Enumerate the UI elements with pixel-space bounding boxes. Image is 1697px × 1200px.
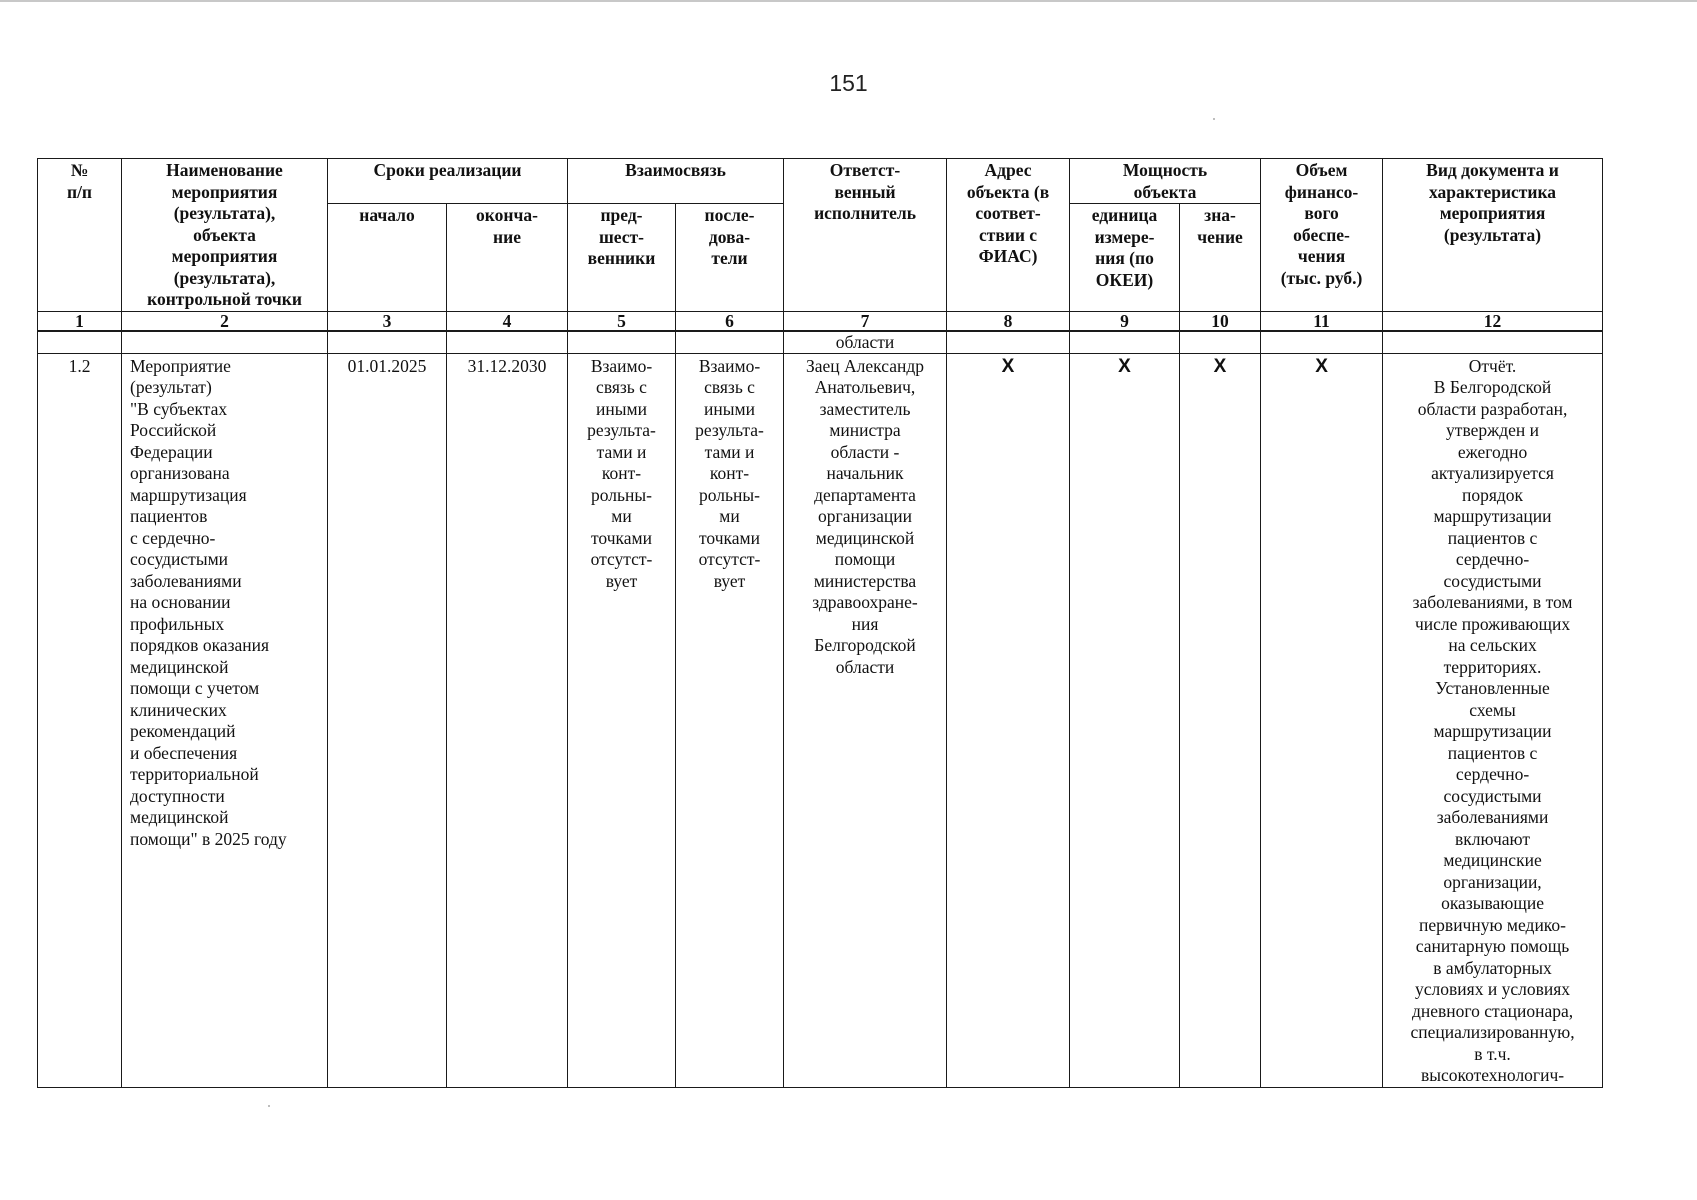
table-row xyxy=(38,353,1603,1087)
cont-cell xyxy=(676,331,784,353)
text-line: ми xyxy=(719,506,740,526)
text-line: объекта (в xyxy=(966,181,1050,202)
row-address xyxy=(947,353,1070,1087)
text-line: обеспе- xyxy=(1293,224,1350,245)
header-doc-type xyxy=(1383,159,1603,312)
text-line: ния xyxy=(851,613,879,634)
text-line: Отчёт. xyxy=(1468,355,1517,376)
text-line: ФИАС) xyxy=(978,246,1038,266)
text-line: тели xyxy=(711,248,748,269)
text-line: заместитель xyxy=(819,398,911,419)
text-line: медицинские xyxy=(1443,850,1542,870)
text-line: высокотехнологич- xyxy=(1420,1065,1565,1085)
text-line: измере- xyxy=(1094,226,1155,247)
text-line: финансо- xyxy=(1284,181,1359,202)
text-line: Адрес xyxy=(984,160,1032,180)
text-line: территориях. xyxy=(1443,656,1542,677)
text-line: сердечно- xyxy=(1455,764,1530,784)
text-line: (результата), xyxy=(173,267,276,288)
text-line: пациентов с xyxy=(1447,742,1538,763)
text-line: в т.ч. xyxy=(1474,1043,1511,1064)
text-line: № xyxy=(70,160,89,180)
activity-plan-table xyxy=(37,158,1603,1088)
text-line: начальник xyxy=(826,463,904,483)
column-number: 10 xyxy=(1180,311,1261,331)
text-line: организации, xyxy=(1443,871,1542,892)
text-line: Установленные xyxy=(1435,678,1550,698)
cont-cell xyxy=(947,331,1070,353)
header-predecessors xyxy=(568,204,676,311)
text-line: Анатольевич, xyxy=(814,377,916,397)
text-line: объекта xyxy=(193,224,256,245)
cont-cell xyxy=(1261,331,1383,353)
text-line: Белгородской xyxy=(814,635,916,655)
text-line: Взаимо- xyxy=(590,355,653,376)
text-line: с сердечно- xyxy=(130,527,216,548)
text-line: числе проживающих xyxy=(1414,613,1571,634)
text-line: (тыс. руб.) xyxy=(1280,267,1363,288)
text-line: пред- xyxy=(600,205,643,226)
text-line: медицинской xyxy=(130,656,229,677)
text-line: чение xyxy=(1197,226,1243,247)
row-doc-description xyxy=(1383,353,1603,1087)
text-line: мероприятия xyxy=(1439,203,1546,223)
header-unit xyxy=(1070,204,1180,311)
text-line: территориальной xyxy=(130,764,259,784)
text-line: дневного стационара, xyxy=(1411,1000,1574,1021)
column-number: 6 xyxy=(676,311,784,331)
text-line: оказывающие xyxy=(1441,893,1544,913)
text-line: "В субъектах xyxy=(130,398,228,419)
header-date-end xyxy=(447,204,568,311)
text-line: вует xyxy=(605,570,638,591)
text-line: клинических xyxy=(130,699,227,720)
text-line: санитарную помощь xyxy=(1415,936,1570,956)
text-line: заболеваниями xyxy=(1436,807,1549,827)
text-line: связь с xyxy=(704,377,755,397)
text-line: маршрутизации xyxy=(1433,721,1552,741)
header-address xyxy=(947,159,1070,312)
text-line: точками xyxy=(591,527,652,548)
text-line: области xyxy=(835,656,895,677)
text-line: министерства xyxy=(813,570,917,591)
text-line: венники xyxy=(587,248,656,269)
x-mark: Х xyxy=(1001,355,1015,377)
text-line: дова- xyxy=(708,226,751,247)
text-line: связь с xyxy=(596,377,647,397)
text-line: сосудистыми xyxy=(130,549,229,569)
text-line: медицинской xyxy=(130,807,229,827)
column-number: 9 xyxy=(1070,311,1180,331)
header-activity-name xyxy=(122,159,328,312)
text-line: Российской xyxy=(130,420,217,440)
cont-cell xyxy=(1070,331,1180,353)
row-predecessors xyxy=(568,353,676,1087)
row-date-start: 01.01.2025 xyxy=(328,353,447,1087)
text-line: помощи xyxy=(834,549,896,569)
text-line: порядков оказания xyxy=(130,635,270,655)
header-capacity-group xyxy=(1070,159,1261,204)
row-successors xyxy=(676,353,784,1087)
header-links-group: Взаимосвязь xyxy=(568,159,784,204)
text-line: Федерации xyxy=(130,441,213,462)
row-funding xyxy=(1261,353,1383,1087)
text-line: отсутст- xyxy=(698,549,761,569)
x-mark: Х xyxy=(1118,355,1131,377)
text-line: первичную медико- xyxy=(1419,914,1566,935)
page-number: 151 xyxy=(829,70,868,96)
text-line: вого xyxy=(1304,203,1339,223)
text-line: условиях и условиях xyxy=(1415,979,1571,999)
text-line: сосудистыми xyxy=(1443,785,1542,806)
text-line: специализированную, xyxy=(1410,1022,1575,1042)
column-number: 4 xyxy=(447,311,568,331)
column-number: 7 xyxy=(784,311,947,331)
text-line: после- xyxy=(704,205,755,226)
row-responsible xyxy=(784,353,947,1087)
text-line: чения xyxy=(1297,246,1346,266)
text-line: (результата), xyxy=(173,203,276,223)
text-line: шест- xyxy=(599,226,644,247)
continuation-row xyxy=(38,331,1603,353)
text-line: зна- xyxy=(1204,205,1236,226)
text-line: здравоохране- xyxy=(812,592,918,612)
text-line: Взаимо- xyxy=(698,355,761,376)
row-unit xyxy=(1070,353,1180,1087)
text-line: конт- xyxy=(709,463,750,483)
cont-cell xyxy=(1180,331,1261,353)
row-date-end: 31.12.2030 xyxy=(447,353,568,1087)
scan-top-edge xyxy=(0,0,1697,2)
text-line: Ответст- xyxy=(829,160,901,180)
header-date-start: начало xyxy=(328,204,447,311)
text-line: тами и xyxy=(596,441,647,462)
column-number-row xyxy=(38,311,1603,331)
column-number: 1 xyxy=(38,311,122,331)
text-line: Объем xyxy=(1295,160,1348,180)
text-line: объекта xyxy=(1133,181,1197,202)
text-line: сердечно- xyxy=(1455,549,1530,569)
text-line: ми xyxy=(611,506,632,526)
text-line: конт- xyxy=(601,463,642,483)
cont-cell xyxy=(1383,331,1603,353)
text-line: тами и xyxy=(704,441,755,462)
text-line: области разработан, xyxy=(1417,398,1568,419)
text-line: организации xyxy=(818,506,912,526)
text-line: контрольной точки xyxy=(147,289,302,309)
text-line: сосудистыми xyxy=(1443,570,1542,591)
text-line: точками xyxy=(699,527,760,548)
cont-cell xyxy=(568,331,676,353)
cont-responsible: области xyxy=(784,331,947,353)
text-line: профильных xyxy=(130,613,225,634)
text-line: п/п xyxy=(66,181,93,202)
row-value xyxy=(1180,353,1261,1087)
text-line: вует xyxy=(713,570,746,591)
text-line: результа- xyxy=(587,420,656,440)
text-line: порядок xyxy=(1461,484,1524,505)
text-line: В Белгородской xyxy=(1433,377,1552,397)
text-line: Мощность xyxy=(1122,160,1208,180)
text-line: заболеваниями xyxy=(130,570,242,591)
text-line: венный xyxy=(834,181,896,202)
text-line: Наименование xyxy=(166,160,283,180)
text-line: маршрутизация xyxy=(130,484,247,505)
cont-cell xyxy=(38,331,122,353)
header-funding xyxy=(1261,159,1383,312)
scan-speck xyxy=(1213,118,1215,120)
row-activity-name xyxy=(122,353,328,1087)
text-line: департамента xyxy=(814,484,916,505)
header-dates-group: Сроки реализации xyxy=(328,159,568,204)
text-line: результа- xyxy=(695,420,764,440)
column-number: 5 xyxy=(568,311,676,331)
text-line: (результат) xyxy=(130,377,212,397)
text-line: области - xyxy=(830,441,900,462)
column-number: 12 xyxy=(1383,311,1603,331)
text-line: на основании xyxy=(130,592,231,612)
column-number: 11 xyxy=(1261,311,1383,331)
x-mark: Х xyxy=(1213,355,1227,377)
text-line: доступности xyxy=(130,785,225,806)
text-line: единица xyxy=(1091,205,1158,226)
text-line: ние xyxy=(493,226,521,247)
text-line: Мероприятие xyxy=(130,355,231,376)
text-line: отсутст- xyxy=(590,549,653,569)
text-line: рольны- xyxy=(699,484,760,505)
text-line: утвержден и xyxy=(1446,420,1539,440)
text-line: характеристика xyxy=(1429,181,1557,202)
header-value xyxy=(1180,204,1261,311)
text-line: включают xyxy=(1455,828,1531,849)
text-line: помощи" в 2025 году xyxy=(130,828,287,849)
header-successors xyxy=(676,204,784,311)
column-number: 3 xyxy=(328,311,447,331)
header-responsible xyxy=(784,159,947,312)
x-mark: Х xyxy=(1315,355,1328,377)
text-line: актуализируется xyxy=(1431,463,1554,483)
cont-cell xyxy=(122,331,328,353)
scan-speck xyxy=(268,1105,270,1107)
text-line: маршрутизации xyxy=(1433,506,1552,526)
text-line: медицинской xyxy=(815,527,915,548)
text-line: рольны- xyxy=(591,484,652,505)
cont-cell xyxy=(328,331,447,353)
text-line: оконча- xyxy=(476,205,538,226)
header-number xyxy=(38,159,122,312)
cont-cell xyxy=(447,331,568,353)
text-line: помощи с учетом xyxy=(130,678,260,698)
text-line: соответ- xyxy=(975,203,1041,223)
text-line: на сельских xyxy=(1448,635,1537,655)
text-line: исполнитель xyxy=(814,203,916,223)
text-line: в амбулаторных xyxy=(1433,957,1552,978)
text-line: ствии с xyxy=(978,224,1038,245)
text-line: рекомендаций xyxy=(130,721,236,741)
text-line: иными xyxy=(704,398,755,419)
text-line: Заец Александр xyxy=(806,355,925,376)
text-line: (результата) xyxy=(1443,224,1542,245)
text-line: организована xyxy=(130,463,230,483)
text-line: мероприятия xyxy=(171,181,278,202)
text-line: схемы xyxy=(1469,699,1516,720)
text-line: ОКЕИ) xyxy=(1095,269,1154,290)
text-line: иными xyxy=(596,398,647,419)
text-line: ежегодно xyxy=(1457,441,1528,462)
text-line: и обеспечения xyxy=(130,742,238,763)
text-line: ния (по xyxy=(1095,248,1154,269)
text-line: пациентов xyxy=(130,506,208,526)
text-line: министра xyxy=(829,420,901,440)
text-line: пациентов с xyxy=(1447,527,1538,548)
text-line: мероприятия xyxy=(171,246,278,266)
text-line: Вид документа и xyxy=(1426,160,1559,180)
text-line: заболеваниями, в том xyxy=(1412,592,1573,612)
row-number: 1.2 xyxy=(38,353,122,1087)
column-number: 8 xyxy=(947,311,1070,331)
column-number: 2 xyxy=(122,311,328,331)
